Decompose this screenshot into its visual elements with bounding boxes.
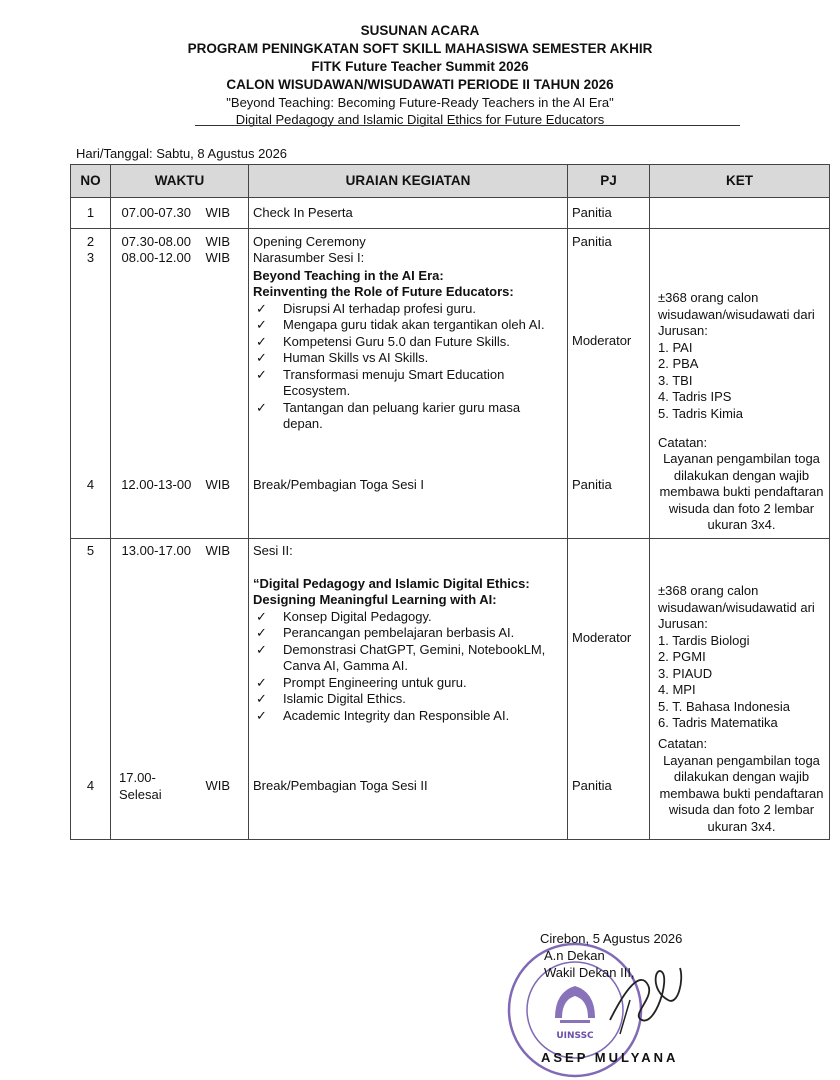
list-item: 1. Tardis Biologi [658, 632, 750, 648]
note-title: Catatan: [658, 434, 708, 450]
table-row: 3 08.00-12.00 WIB Narasumber Sesi I: Beyond Teaching in the AI Era: Reinventing the Role of Future Educators: ✓ Disrupsi AI terhadap profesi guru. ✓ Mengapa guru tidak akan tergantikan oleh AI. ✓ Kompetensi Guru 5.0 dan Future Skills. ✓ Human Skills vs AI Skills. ✓ Transformasi menuju Smart Education Ecosystem. ✓ Tantangan dan peluang karier guru masa depan. Moderator ±368 orang calon wisudawan/wisudawati dari Jurusan: 1. PAI 2. PBA 3. TBI 4. Tadris IPS 5. Tadris Kimia [71, 250, 830, 433]
table-row: 1 07.00-07.30 WIB Check In Peserta Panitia [71, 205, 830, 229]
signer-role: A.n Dekan [544, 948, 605, 963]
header-divider [195, 125, 740, 126]
list-item: ✓ Perancangan pembelajaran berbasis AI. [256, 625, 515, 640]
list-item: ✓ Islamic Digital Ethics. [256, 691, 406, 706]
table-row: 2 07.30-08.00 WIB Opening Ceremony Panitia [71, 234, 830, 251]
list-item: ✓ Academic Integrity dan Responsible AI. [256, 707, 510, 723]
check-icon: ✓ [256, 707, 267, 723]
note-body: Layanan pengambilan toga dilakukan dengan wajib membawa bukti pendaftaran wisuda dan foto 2 lembar ukuran 3x4. [659, 752, 824, 834]
list-item: 3. TBI [658, 372, 693, 388]
list-item: 2. PBA [658, 356, 699, 371]
list-item: 2. PGMI [658, 649, 706, 664]
check-icon: ✓ [256, 300, 267, 316]
check-icon: ✓ [256, 350, 267, 365]
list-item: 5. Tadris Kimia [658, 405, 744, 421]
table-row: 4 12.00-13-00 WIB Break/Pembagian Toga Sesi I Panitia Catatan: Layanan pengambilan toga dilakukan dengan wajib membawa bukti pendaftaran wisuda dan foto 2 lembar ukuran 3x4. [71, 433, 830, 539]
list-item: ✓ Konsep Digital Pedagogy. [256, 608, 432, 624]
check-icon: ✓ [256, 641, 267, 657]
session-label: Narasumber Sesi I: [253, 250, 365, 265]
topic-list [253, 301, 563, 433]
signer-position: Wakil Dekan III, [544, 965, 635, 980]
list-item: 6. Tadris Matematika [658, 715, 778, 730]
list-item: 4. Tadris IPS [658, 389, 732, 404]
list-item: ✓ Kompetensi Guru 5.0 dan Future Skills. [256, 333, 510, 349]
check-icon: ✓ [256, 625, 267, 640]
col-uraian: URAIAN KEGIATAN [249, 165, 568, 198]
list-item: ✓ Mengapa guru tidak akan tergantikan oleh AI. [256, 317, 545, 332]
session-title: Beyond Teaching in the AI Era: [253, 267, 444, 283]
col-pj: PJ [568, 165, 650, 198]
check-icon: ✓ [256, 366, 267, 382]
table-header-row [71, 165, 830, 198]
place-date: Cirebon, 5 Agustus 2026 [540, 931, 683, 946]
header-subtheme: Digital Pedagogy and Islamic Digital Ethics for Future Educators [235, 112, 605, 127]
list-item: ✓ Human Skills vs AI Skills. [256, 350, 429, 365]
session-label: Sesi II: [253, 543, 293, 558]
header-period: CALON WISUDAWAN/WISUDAWATI PERIODE II TAHUN 2026 [226, 77, 614, 92]
check-icon: ✓ [256, 691, 267, 706]
col-no: NO [71, 165, 111, 198]
col-ket: KET [650, 165, 830, 198]
header-program: PROGRAM PENINGKATAN SOFT SKILL MAHASISWA SEMESTER AKHIR [187, 41, 653, 56]
list-item: ✓ Demonstrasi ChatGPT, Gemini, NotebookLM, Canva AI, Gamma AI. [256, 641, 546, 673]
check-icon: ✓ [256, 333, 267, 349]
participants-note: ±368 orang calon wisudawan/wisudawatid ari Jurusan: [658, 583, 815, 631]
list-item: 3. PIAUD [658, 665, 713, 681]
check-icon: ✓ [256, 674, 267, 690]
list-item: ✓ Transformasi menuju Smart Education Ecosystem. [256, 366, 505, 398]
list-item: ✓ Prompt Engineering untuk guru. [256, 674, 467, 690]
note-body: Layanan pengambilan toga dilakukan dengan wajib membawa bukti pendaftaran wisuda dan foto 2 lembar ukuran 3x4. [659, 451, 824, 532]
note-title: Catatan: [658, 736, 708, 751]
stamp-label: UINSSC [556, 1031, 594, 1041]
check-icon: ✓ [256, 317, 267, 332]
check-icon: ✓ [256, 399, 267, 415]
session-subtitle: Reinventing the Role of Future Educators: [253, 284, 514, 299]
signer-name: ASEP MULYANA [541, 1050, 679, 1065]
check-icon: ✓ [256, 608, 267, 624]
header-event: FITK Future Teacher Summit 2026 [311, 59, 529, 74]
schedule-table [70, 164, 830, 840]
list-item: ✓ Disrupsi AI terhadap profesi guru. [256, 300, 476, 316]
header-theme: "Beyond Teaching: Becoming Future-Ready Teachers in the AI Era" [226, 95, 614, 110]
list-item: 1. PAI [658, 339, 693, 355]
list-item: ✓ Tantangan dan peluang karier guru masa depan. [256, 399, 521, 431]
list-item: 4. MPI [658, 682, 696, 697]
list-item: 5. T. Bahasa Indonesia [658, 698, 791, 714]
date-line: Hari/Tanggal: Sabtu, 8 Agustus 2026 [76, 146, 288, 161]
session-title: “Digital Pedagogy and Islamic Digital Ethics: Designing Meaningful Learning with AI: [253, 575, 530, 607]
signature-block [540, 930, 682, 981]
document-header [0, 22, 840, 128]
topic-list [253, 609, 563, 725]
table-row: 4 17.00- Selesai WIB Break/Pembagian Toga Sesi II Panitia Catatan: Layanan pengambilan toga dilakukan dengan wajib membawa bukti pendaftaran wisuda dan foto 2 lembar ukuran 3x4. [71, 734, 830, 840]
table-row: 5 13.00-17.00 WIB Sesi II: “Digital Pedagogy and Islamic Digital Ethics: Designing Meaningful Learning with AI: ✓ Konsep Digital Pedagogy. ✓ Perancangan pembelajaran berbasis AI. ✓ Demonstrasi ChatGPT, Gemini, NotebookLM, Canva AI, Gamma AI. ✓ Prompt Engineering untuk guru. ✓ Islamic Digital Ethics. ✓ Academic Integrity dan Responsible AI. Moderator ±368 orang calon wisudawan/wisudawatid ari Jurusan: 1. Tardis Biologi 2. PGMI 3. PIAUD 4. MPI 5. T. Bahasa Indonesia 6. Tadris Matematika [71, 543, 830, 734]
col-waktu: WAKTU [111, 165, 249, 198]
header-title: SUSUNAN ACARA [360, 23, 480, 38]
participants-note: ±368 orang calon wisudawan/wisudawati dari Jurusan: [658, 290, 815, 338]
